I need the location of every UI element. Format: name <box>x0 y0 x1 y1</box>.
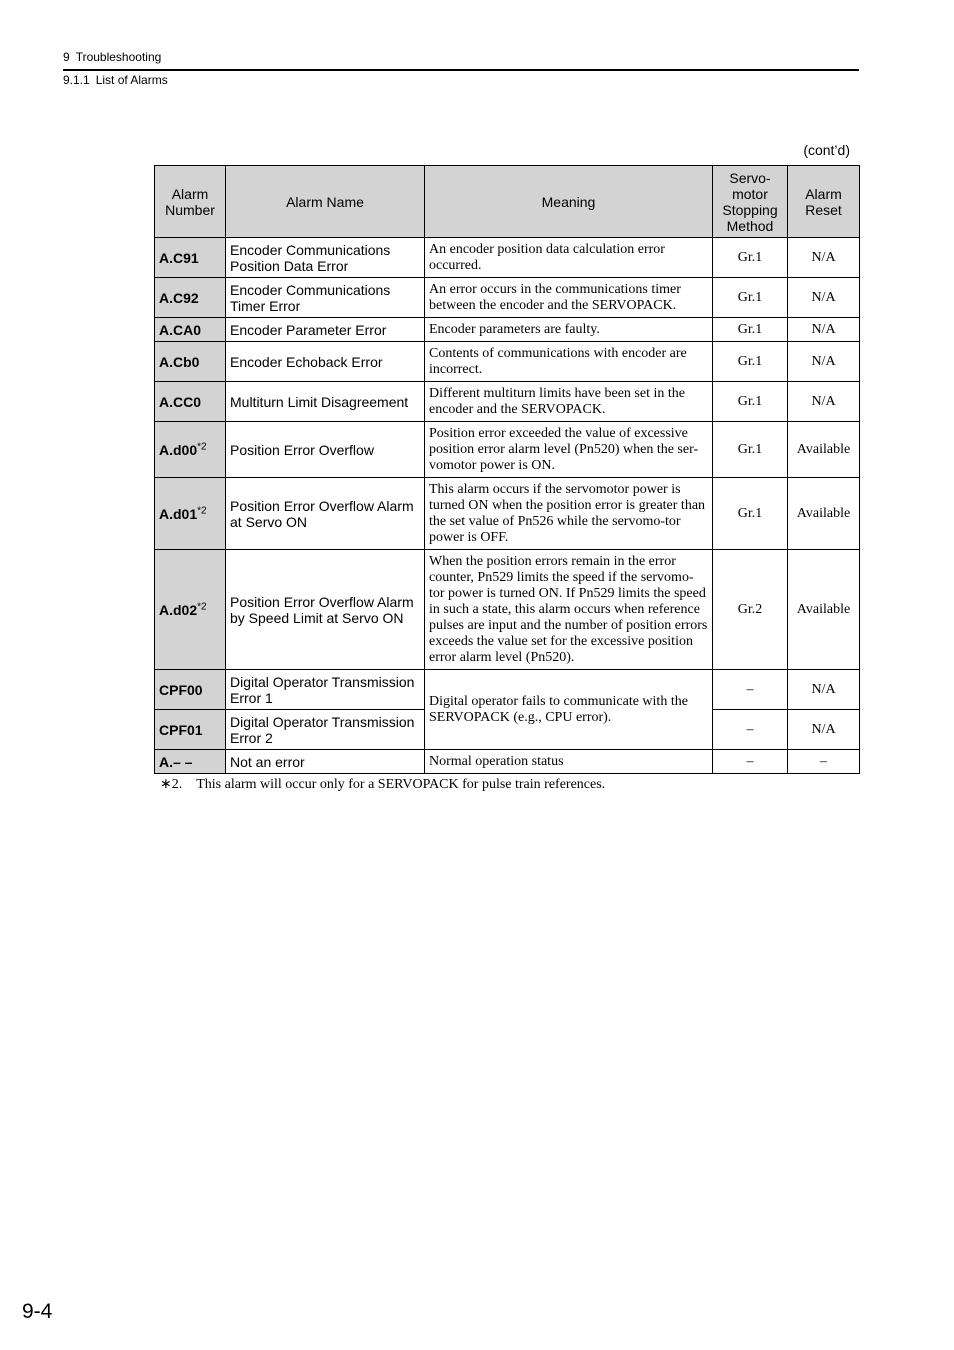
table-row <box>155 382 860 422</box>
alarm-number: A.CA0 <box>155 318 226 342</box>
table-header-row <box>155 166 860 238</box>
alarm-name: Encoder Echoback Error <box>226 342 425 382</box>
header-rule <box>63 69 859 71</box>
stopping-method: Gr.1 <box>713 342 788 382</box>
header-stopping-method: Servo- motor Stopping Method <box>713 166 788 238</box>
alarm-meaning: Contents of communications with encoder are incorrect. <box>425 342 713 382</box>
table-row <box>155 478 860 550</box>
header-meaning: Meaning <box>425 166 713 238</box>
alarm-name: Digital Operator Transmission Error 1 <box>226 670 425 710</box>
alarm-meaning: Position error exceeded the value of excessive position error alarm level (Pn520) when the ser-vomotor power is ON. <box>425 422 713 478</box>
alarm-reset: Available <box>788 550 860 670</box>
alarm-name: Encoder Communications Timer Error <box>226 278 425 318</box>
alarm-meaning: Different multiturn limits have been set in the encoder and the SERVOPACK. <box>425 382 713 422</box>
stopping-method: Gr.1 <box>713 238 788 278</box>
alarm-number: A.C92 <box>155 278 226 318</box>
page-number: 9-4 <box>22 1300 53 1323</box>
alarm-name: Encoder Communications Position Data Error <box>226 238 425 278</box>
alarm-number: A.– – <box>155 750 226 774</box>
continued-note: (cont’d) <box>803 142 850 158</box>
alarm-table <box>154 165 860 774</box>
table-row <box>155 550 860 670</box>
alarm-name: Position Error Overflow Alarm at Servo ON <box>226 478 425 550</box>
chapter-number: 9 <box>63 50 70 64</box>
table-row <box>155 422 860 478</box>
table-row <box>155 750 860 774</box>
alarm-name: Encoder Parameter Error <box>226 318 425 342</box>
alarm-name: Multiturn Limit Disagreement <box>226 382 425 422</box>
alarm-meaning: An encoder position data calculation error occurred. <box>425 238 713 278</box>
alarm-reset: N/A <box>788 238 860 278</box>
table-row <box>155 318 860 342</box>
alarm-number: CPF01 <box>155 710 226 750</box>
alarm-reset: N/A <box>788 670 860 710</box>
alarm-name: Position Error Overflow <box>226 422 425 478</box>
alarm-name: Not an error <box>226 750 425 774</box>
chapter-title: Troubleshooting <box>75 50 162 64</box>
table-row <box>155 238 860 278</box>
alarm-reset: Available <box>788 478 860 550</box>
alarm-number: A.d01$^{*2}$ <box>155 478 226 550</box>
alarm-meaning: Encoder parameters are faulty. <box>425 318 713 342</box>
header-alarm-name: Alarm Name <box>226 166 425 238</box>
section-number: 9.1.1 <box>63 73 90 87</box>
stopping-method: Gr.1 <box>713 318 788 342</box>
table-row <box>155 670 860 710</box>
table-row <box>155 278 860 318</box>
alarm-number: CPF00 <box>155 670 226 710</box>
alarm-meaning: Digital operator fails to communicate with the SERVOPACK (e.g., CPU error). <box>425 670 713 750</box>
stopping-method: Gr.1 <box>713 382 788 422</box>
alarm-number: A.d02$^{*2}$ <box>155 550 226 670</box>
chapter-header <box>63 50 161 64</box>
alarm-reset: N/A <box>788 318 860 342</box>
section-header <box>63 73 168 87</box>
alarm-reset: – <box>788 750 860 774</box>
header-alarm-reset: Alarm Reset <box>788 166 860 238</box>
stopping-method: – <box>713 750 788 774</box>
alarm-reset: N/A <box>788 382 860 422</box>
alarm-reset: N/A <box>788 278 860 318</box>
alarm-reset: Available <box>788 422 860 478</box>
alarm-reset: N/A <box>788 710 860 750</box>
alarm-meaning: Normal operation status <box>425 750 713 774</box>
footnote-text: This alarm will occur only for a SERVOPACK for pulse train references. <box>196 777 606 792</box>
footnote-mark: ∗2. <box>160 777 183 792</box>
alarm-number: A.d00$^{*2}$ <box>155 422 226 478</box>
header-alarm-number: Alarm Number <box>155 166 226 238</box>
alarm-reset: N/A <box>788 342 860 382</box>
section-title: List of Alarms <box>95 73 168 87</box>
table-row <box>155 342 860 382</box>
alarm-meaning: This alarm occurs if the servomotor power is turned ON when the position error is greater than the set value of Pn526 while the servomo-tor power is OFF. <box>425 478 713 550</box>
stopping-method: – <box>713 710 788 750</box>
alarm-meaning: When the position errors remain in the error counter, Pn529 limits the speed if the servomo-tor power is turned ON. If Pn529 limits the speed in such a state, this alarm occurs when reference pulses are input and the number of position errors exceeds the value set for the excessive position error alarm level (Pn520). <box>425 550 713 670</box>
alarm-number: A.Cb0 <box>155 342 226 382</box>
stopping-method: Gr.1 <box>713 478 788 550</box>
alarm-name: Digital Operator Transmission Error 2 <box>226 710 425 750</box>
alarm-number: A.CC0 <box>155 382 226 422</box>
stopping-method: Gr.1 <box>713 422 788 478</box>
stopping-method: – <box>713 670 788 710</box>
alarm-name: Position Error Overflow Alarm by Speed Limit at Servo ON <box>226 550 425 670</box>
footnote <box>160 776 605 793</box>
stopping-method: Gr.1 <box>713 278 788 318</box>
stopping-method: Gr.2 <box>713 550 788 670</box>
alarm-meaning: An error occurs in the communications timer between the encoder and the SERVOPACK. <box>425 278 713 318</box>
alarm-number: A.C91 <box>155 238 226 278</box>
